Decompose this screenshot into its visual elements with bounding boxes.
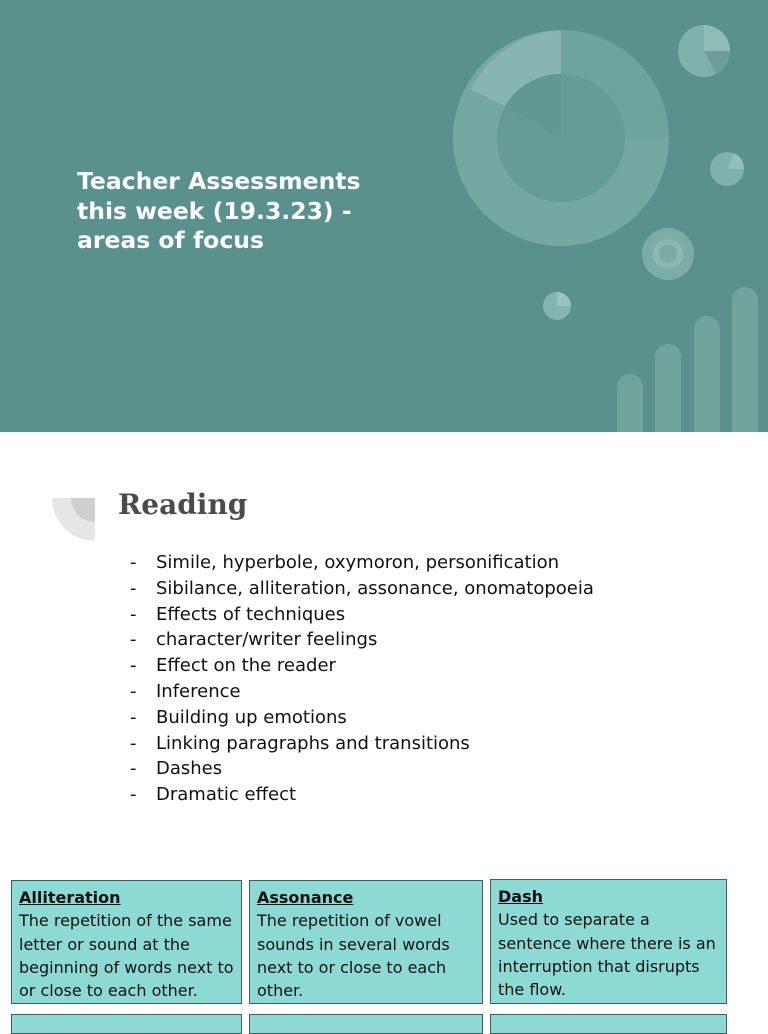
list-item: - character/writer feelings: [130, 629, 378, 651]
title-slide: [0, 0, 768, 432]
glossary-card-partial: [249, 1014, 483, 1034]
glossary-card-dash: [490, 879, 727, 1004]
tiny-pie-icon: [710, 152, 744, 186]
dot-pie-icon: [543, 292, 571, 320]
list-item: - Sibilance, alliteration, assonance, onomatopoeia: [130, 577, 594, 599]
glossary-definition: The repetition of vowel sounds in several words next to or close to each other.: [257, 911, 450, 1001]
glossary-card-assonance: [249, 880, 483, 1004]
list-item: - Dramatic effect: [130, 784, 297, 806]
reading-topic-list: [130, 550, 594, 808]
slide-title: Teacher Assessments this week (19.3.23) - areas of focus: [77, 167, 361, 254]
list-item: - Linking paragraphs and transitions: [130, 732, 470, 754]
quarter-circle-icon: [52, 498, 98, 544]
list-item: - Effects of techniques: [130, 603, 346, 625]
small-pie-icon: [678, 25, 730, 77]
glossary-term: Dash: [498, 887, 543, 906]
ring-icon: [642, 228, 694, 280]
list-item: - Building up emotions: [130, 706, 347, 728]
list-item: - Effect on the reader: [130, 655, 336, 677]
glossary-card-partial: [11, 1014, 242, 1034]
glossary-card-partial: [490, 1014, 727, 1034]
glossary-definition: The repetition of the same letter or sound at the beginning of words next to or close to each other.: [19, 911, 234, 1001]
reading-slide: [0, 432, 768, 1024]
list-item: - Dashes: [130, 758, 223, 780]
list-item: - Inference: [130, 680, 241, 702]
glossary-term: Alliteration: [19, 888, 121, 907]
glossary-definition: Used to separate a sentence where there is an interruption that disrupts the flow.: [498, 910, 716, 1000]
bar-chart-icon: [617, 287, 758, 432]
glossary-card-alliteration: [11, 880, 242, 1004]
list-item: - Simile, hyperbole, oxymoron, personification: [130, 552, 560, 573]
donut-chart-icon: [471, 30, 669, 224]
reading-heading: Reading: [118, 488, 248, 521]
glossary-term: Assonance: [257, 888, 354, 907]
